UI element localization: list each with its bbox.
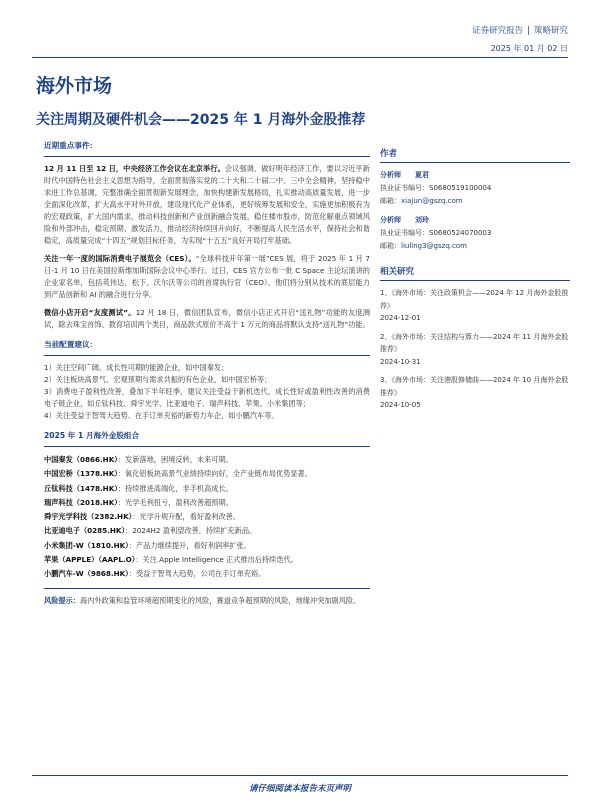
analyst-email-link[interactable]: xiajun@gszq.com [401, 197, 463, 205]
stock-item [44, 482, 370, 496]
stock-name: 丘钛科技（1478.HK） [44, 483, 118, 493]
related-item[interactable] [380, 374, 570, 412]
section-divider [44, 446, 370, 447]
event-body: 会议强调，做好明年经济工作，要以习近平新时代中国特色社会主义思想为指导，全面贯彻落实党的二十大和二十届二中、三中全会精神，坚持稳中求进工作总基调，完整准确全面贯彻新发展理念，加快构建新发展格局，扎实推动高质量发展，进一步全面深化改革，扩大高水平对外开放，建设现代化产业体系，更好统筹发展和安全，实施更加积极有为的宏观政策，扩大国内需求，推动科技创新和产业创新融合发展，稳住楼市股市，防范化解重点领域风险和外部冲击，稳定预期、激发活力，推动经济持续回升向好，不断提高人民生活水平，保持社会和谐稳定，高质量完成“十四五”规划目标任务，为实现“十五五”良好开局打牢基础。 [44, 164, 370, 245]
related-item[interactable] [380, 287, 570, 325]
stock-item [44, 510, 370, 524]
event-paragraph [44, 307, 370, 331]
stock-item [44, 553, 370, 567]
advice-item: 2）关注板块高景气、宏观预期与需求共振的有色企业，如中国宏桥等； [44, 375, 272, 384]
stock-name: 中国宏桥（1378.HK） [44, 469, 118, 479]
stock-desc: ：发新落地，困境反转，未来可期。 [117, 455, 233, 464]
related-research-section [380, 265, 570, 412]
header-divider [32, 57, 568, 58]
header-tags [472, 24, 568, 36]
cert-number: S0680524070003 [429, 229, 492, 237]
mail-label: 邮箱： [380, 197, 401, 205]
stock-item [44, 453, 370, 467]
related-item-title: 3、《海外市场：关注港股修储曲——2024 年 10 月海外金股推荐》 [380, 376, 569, 397]
stock-name: 舜宇光学科技（2382.HK） [44, 512, 133, 522]
advice-item: 3）消费电子盈利性改善，叠加下半年旺季，建议关注受益于新机迭代、成长性好或盈利性改善的消费电子链企业，如丘钛科技、舜宇光学、比亚迪电子、瑞声科技、苹果、小米集团等； [44, 387, 370, 408]
stock-item [44, 496, 370, 510]
sidebar [380, 147, 570, 412]
event-headline: 关注一年一度的国际消费电子展览会（CES）。 [44, 254, 196, 263]
stock-list [44, 453, 370, 582]
advice-item: 4）关注受益于智驾大趋势、在手订单充裕的新势力车企，如小鹏汽车等。 [44, 411, 279, 420]
stock-desc: ：产品力继续提升，看好利润率扩张。 [128, 540, 251, 550]
section-divider [44, 156, 370, 157]
report-date: 2025 年 01 月 02 日 [490, 44, 568, 53]
stock-name: 瑞声科技（2018.HK） [44, 497, 118, 507]
stock-name: 小米集团-W（1810.HK） [44, 540, 129, 550]
report-header [472, 24, 568, 54]
footer-divider [32, 775, 568, 776]
advice-item: 1）关注空间广阔、成长性可期的能源企业，如中国秦发； [44, 363, 229, 372]
stock-desc: ：关注 Apple Intelligence 正式推出后持续迭代。 [135, 555, 298, 565]
report-type-tag: 证券研究报告 [472, 26, 524, 36]
analyst-role: 分析师 [380, 171, 401, 179]
stock-item [44, 467, 370, 481]
footer-disclaimer: 请仔细阅读本报告末页声明 [248, 784, 351, 794]
stock-desc: ：氧化铝板块高景气业绩持续向好，全产业链布局优势显著。 [117, 469, 312, 479]
advice-heading: 当前配置建议： [44, 340, 98, 349]
cert-label: 执业证书编号： [380, 184, 429, 192]
section-divider [44, 355, 370, 356]
event-paragraph [44, 163, 370, 247]
stock-name: 比亚迪电子（0285.HK） [44, 526, 126, 536]
advice-list [44, 362, 370, 422]
recent-events-heading: 近期重点事件： [44, 141, 98, 150]
stock-desc: ：光学毛利扭亏，盈利改善超预期。 [117, 497, 233, 507]
tag-separator: | [527, 26, 530, 36]
main-column [44, 140, 370, 613]
event-paragraph [44, 253, 370, 301]
event-headline: 微信小店开启“友度测试”。 [44, 308, 136, 317]
event-headline: 12 月 11 日至 12 日，中央经济工作会议在北京举行。 [44, 164, 225, 173]
stock-item [44, 567, 370, 581]
analyst-card [380, 169, 570, 208]
related-item[interactable] [380, 331, 570, 369]
event-body: “全球科技开年第一展”CES 展，将于 2025 年 1 月 7 日-1 月 10 日在美国拉斯维加斯国际会议中心举行。过日，CES 官方公布一批 C Space 主论坛演讲的企业家名单，包括英伟达、松下、沃尔沃等公司的首席执行官（CEO），他们将分别从技术的底层能力到产品创新和 AI 的融合进行分享。 [44, 254, 371, 299]
cert-number: S0680519100004 [429, 184, 492, 192]
stock-desc: ：受益于智驾大趋势，公司在手订单充裕。 [128, 569, 266, 579]
report-category-tag: 策略研究 [533, 26, 568, 36]
risk-note [44, 595, 370, 607]
analyst-name: 刘玲 [415, 216, 429, 224]
cert-label: 执业证书编号： [380, 229, 429, 237]
section-divider [44, 588, 370, 589]
risk-label: 风险提示： [44, 595, 80, 605]
stock-desc: ：持续推进高端化，非手机高成长。 [117, 483, 233, 493]
analyst-card [380, 214, 570, 253]
related-item-title: 1、《海外市场：关注政策机会——2024 年 12 月海外金股推荐》 [380, 289, 569, 310]
event-body: 12 月 18 日，微信团队宣布，微信小店正式开启“送礼物”功能的友度测试，除去珠宝首饰、教育培训两个类目，商品款式原价不高于 1 万元的商品将默认支持“送礼物”功能。 [44, 308, 370, 329]
analyst-name: 夏君 [415, 171, 429, 179]
analyst-email-link[interactable]: liuling3@gszq.com [401, 242, 467, 250]
related-item-date: 2024-12-01 [380, 314, 421, 322]
stock-name: 中国秦发（0866.HK） [44, 455, 118, 464]
doc-title: 关注周期及硬件机会——2025 年 1 月海外金股推荐 [36, 112, 366, 128]
golden-stocks-heading: 2025 年 1 月海外金股组合 [44, 431, 140, 440]
stock-item [44, 539, 370, 553]
stock-desc: ：光学升规升配，看好盈利改善。 [132, 512, 241, 522]
stock-desc: ：2024H2 盈利望改善，持续扩充新品。 [125, 526, 257, 536]
related-item-date: 2024-10-05 [380, 401, 421, 409]
authors-heading: 作者 [380, 147, 570, 163]
stock-name: 小鹏汽车-W（9868.HK） [44, 569, 129, 579]
doc-category: 海外市场 [36, 75, 113, 97]
stock-item [44, 524, 370, 538]
stock-name: 苹果（APPLE）（AAPL.O） [44, 555, 136, 565]
mail-label: 邮箱： [380, 242, 401, 250]
related-heading: 相关研究 [380, 265, 570, 281]
related-item-date: 2024-10-31 [380, 357, 421, 366]
analyst-role: 分析师 [380, 216, 401, 224]
risk-text: 海内外政策和监管环境超预期变化的风险，赛道竞争超预期的风险，地缘冲突加剧风险。 [79, 595, 361, 605]
related-item-title: 2、《海外市场：关注结构与算力——2024 年 11 月海外金股推荐》 [380, 332, 569, 353]
